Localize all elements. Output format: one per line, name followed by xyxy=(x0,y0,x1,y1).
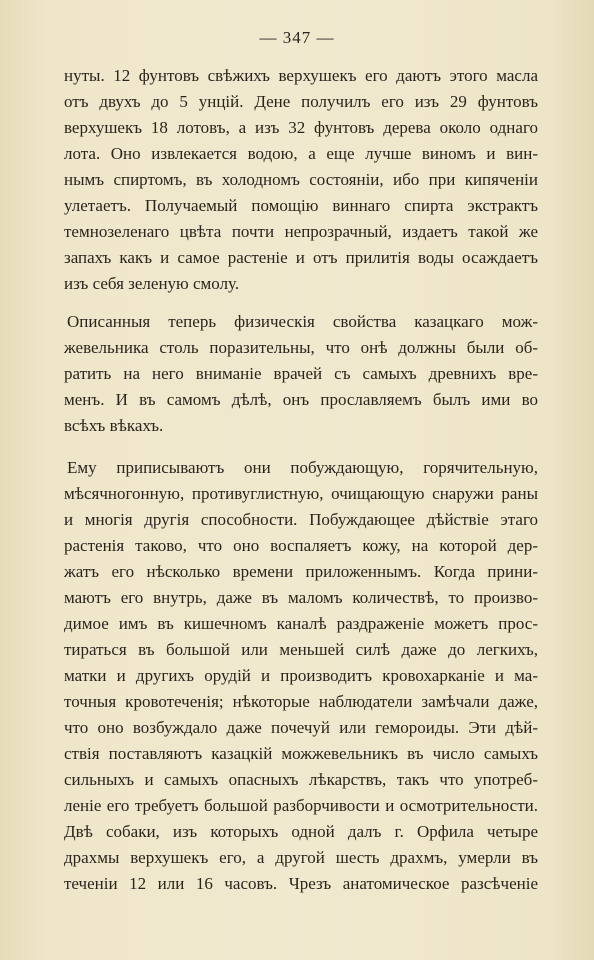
text-line: нуты. 12 фунтовъ свѣжихъ верхушекъ его даютъ этого масла xyxy=(64,66,538,85)
text-line: жевельника столь поразительны, что онѣ должны были об- xyxy=(64,338,538,357)
text-line: растенія таково, что оно воспаляетъ кожу, на которой дер- xyxy=(64,536,538,555)
text-line: изъ себя зеленую смолу. xyxy=(64,274,240,293)
text-line: матки и другихъ орудій и производитъ кровохарканіе и ма- xyxy=(64,666,538,685)
text-line: верхушекъ 18 лотовъ, а изъ 32 фунтовъ дерева около однаго xyxy=(64,118,538,137)
paragraph-2 xyxy=(64,309,538,439)
text-line: драхмы верхушекъ его, а другой шесть драхмъ, умерли въ xyxy=(64,848,538,867)
text-line: мѣсячногонную, противуглистную, очищающую снаружи раны xyxy=(64,484,538,503)
text-line: сильныхъ и самыхъ опасныхъ лѣкарствъ, такъ что употреб- xyxy=(64,770,538,789)
text-line: теченіи 12 или 16 часовъ. Чрезъ анатомическое разсѣченіе xyxy=(64,874,538,893)
text-line: запахъ какъ и самое растеніе и отъ прилитія воды осаждаетъ xyxy=(64,248,538,267)
text-line: димое имъ въ кишечномъ каналѣ раздраженіе можетъ прос- xyxy=(64,614,538,633)
text-line: маютъ его внутрь, даже въ маломъ количествѣ, то произво- xyxy=(64,588,538,607)
text-line: и многія другія способности. Побуждающее дѣйствіе этаго xyxy=(64,510,538,529)
text-line: менъ. И въ самомъ дѣлѣ, онъ прославляемъ былъ ими во xyxy=(64,390,538,409)
text-line: жатъ его нѣсколько времени приложеннымъ. Когда прини- xyxy=(64,562,538,581)
page-number: — 347 — xyxy=(259,28,335,47)
text-line: леніе его требуетъ большой разборчивости и осмотрительности. xyxy=(64,796,538,815)
text-line: тираться въ большой или меньшей силѣ даже до легкихъ, xyxy=(64,640,538,659)
text-line: точныя кровотеченія; нѣкоторые наблюдатели замѣчали даже, xyxy=(64,692,538,711)
text-line: ратить на него вниманіе врачей съ самыхъ древнихъ вре- xyxy=(64,364,538,383)
text-line: Ему приписываютъ они побуждающую, горячительную, xyxy=(67,458,538,477)
text-line: нымъ спиртомъ, въ холодномъ состояніи, ибо при кипяченіи xyxy=(64,170,538,189)
text-line: улетаетъ. Получаемый помощію виннаго спирта экстрактъ xyxy=(64,196,538,215)
text-line: Описанныя теперь физическія свойства казацкаго мож- xyxy=(67,312,538,331)
text-line: ствія поставляютъ казацкій можжевельникъ въ число самыхъ xyxy=(64,744,538,763)
text-line: Двѣ собаки, изъ которыхъ одной далъ г. Орфила четыре xyxy=(64,822,538,841)
paragraph-1 xyxy=(64,63,538,297)
text-line: всѣхъ вѣкахъ. xyxy=(64,416,164,435)
text-line: что оно возбуждало даже почечуй или гемороиды. Эти дѣй- xyxy=(64,718,538,737)
text-line: отъ двухъ до 5 унцій. Дене получилъ его изъ 29 фунтовъ xyxy=(64,92,538,111)
paragraph-3 xyxy=(64,455,538,897)
text-line: лота. Оно извлекается водою, а еще лучше виномъ и вин- xyxy=(64,144,538,163)
text-line: темнозеленаго цвѣта почти непрозрачный, издаетъ такой же xyxy=(64,222,538,241)
